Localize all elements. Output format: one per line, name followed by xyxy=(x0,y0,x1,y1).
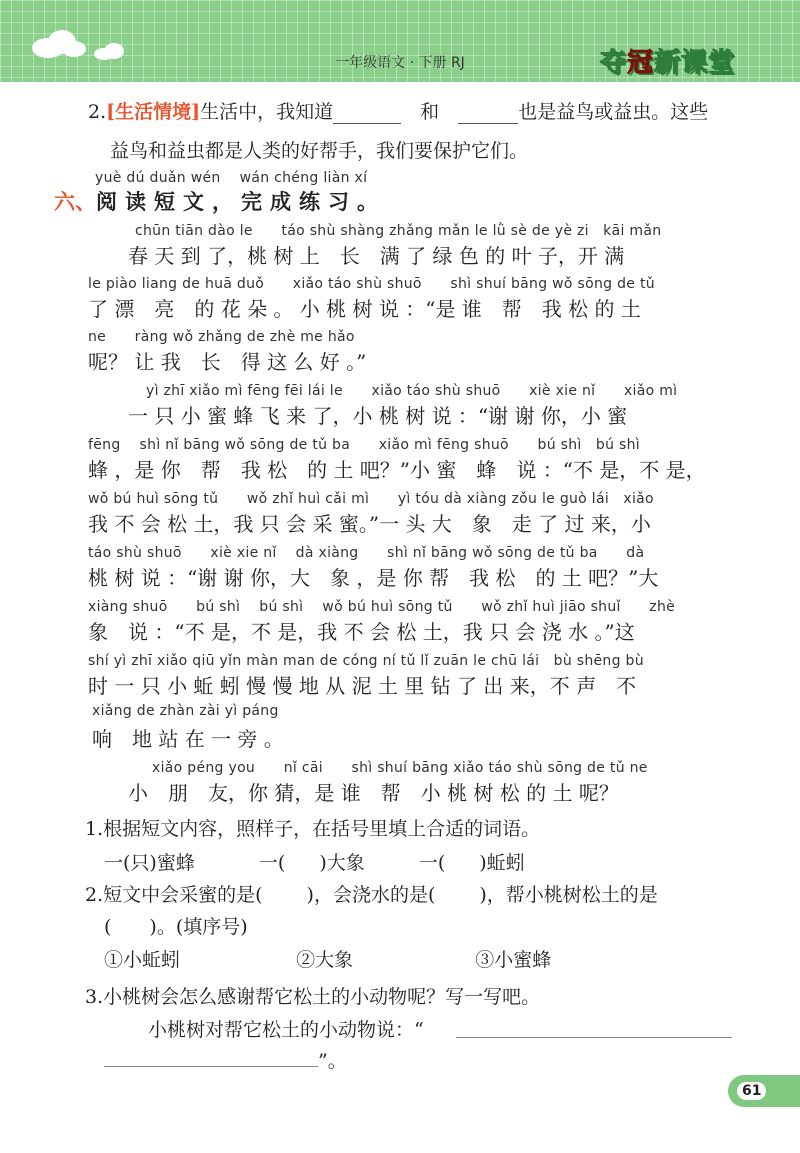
question-1: 1.根据短文内容，照样子，在括号里填上合适的词语。 xyxy=(85,818,541,840)
prev-question-2 xyxy=(88,97,708,124)
choice-2: ②大象 xyxy=(296,949,354,971)
question-3-prompt: 小桃树对帮它松土的小动物说：“ xyxy=(148,1019,424,1041)
text-line: 一 只 小 蜜 蜂 飞 来 了，小 桃 树 说 ：“谢 谢 你，小 蜜 xyxy=(88,404,628,428)
bracket-close: )大象 xyxy=(319,852,365,874)
logo-accent: 冠 xyxy=(627,48,655,78)
bracket-open: 一( xyxy=(418,852,446,874)
section-pinyin: yuè dú duǎn wén wán chéng liàn xí xyxy=(95,170,368,186)
pinyin-line: fēng shì nǐ bāng wǒ sōng de tǔ ba xiǎo mì fēng shuō bú shì bú shì xyxy=(88,437,640,453)
page-header xyxy=(0,0,800,82)
question-text: 也是益鸟或益虫。这些 xyxy=(518,101,709,123)
pinyin-line: xiǎng de zhàn zài yì páng xyxy=(92,703,279,719)
question-text: )，会浇水的是( xyxy=(306,884,436,906)
question-text: 和 xyxy=(420,101,440,123)
bracket-close: )蚯蚓 xyxy=(479,852,525,874)
text-line: 了 漂 亮 的 花 朵 。 小 桃 树 说 ：“是 谁 帮 我 松 的 土 xyxy=(88,297,641,321)
text-line: 桃 树 说 ：“谢 谢 你，大 象 ，是 你 帮 我 松 的 土 吧？”大 xyxy=(88,566,659,590)
choice-3: ③小蜜蜂 xyxy=(475,949,552,971)
text-line: 象 说 ：“不 是，不 是，我 不 会 松 土，我 只 会 浇 水 。”这 xyxy=(88,620,635,644)
pinyin-line: le piào liang de huā duǒ xiǎo táo shù shuō shì shuí bāng wǒ sōng de tǔ xyxy=(88,276,655,292)
text-line: 呢？ 让 我 长 得 这 么 好 。” xyxy=(88,350,367,374)
question-2 xyxy=(85,880,658,907)
text-line: 蜂 ，是 你 帮 我 松 的 土 吧？”小 蜜 蜂 说 ：“不 是，不 是， xyxy=(88,458,706,482)
question-text: )，帮小桃树松土的是 xyxy=(479,884,658,906)
bracket-open: 一( xyxy=(258,852,286,874)
text-line: 春 天 到 了，桃 树 上 长 满 了 绿 色 的 叶 子，开 满 xyxy=(88,244,625,268)
pinyin-line: xiǎo péng you nǐ cāi shì shuí bāng xiǎo táo shù sōng de tǔ ne xyxy=(152,760,648,776)
example-answer: 一(只)蜜蜂 xyxy=(104,852,195,874)
page-number: 61 xyxy=(737,1082,766,1100)
text-line: 时 一 只 小 蚯 蚓 慢 慢 地 从 泥 土 里 钻 了 出 来，不 声 不 xyxy=(88,674,637,698)
pinyin-line: xiàng shuō bú shì bú shì wǒ bú huì sōng tǔ wǒ zhǐ huì jiāo shuǐ zhè xyxy=(88,599,676,615)
pinyin-line: táo shù shuō xiè xie nǐ dà xiàng shì nǐ bāng wǒ sōng de tǔ ba dà xyxy=(88,545,645,561)
text-line: 响 地 站 在 一 旁 。 xyxy=(92,727,284,751)
text-line: 我 不 会 松 土，我 只 会 采 蜜。”一 头 大 象 走 了 过 来，小 xyxy=(88,512,651,536)
book-title: 一年级语文 · 下册 RJ xyxy=(335,55,465,71)
question-3: 3.小桃树会怎么感谢帮它松土的小动物呢？写一写吧。 xyxy=(85,986,541,1008)
answer-line-1[interactable] xyxy=(456,1037,732,1038)
page-number-tab xyxy=(728,1075,800,1107)
question-2-line2: ( )。(填序号) xyxy=(104,916,248,938)
pinyin-line: ne ràng wǒ zhǎng de zhè me hǎo xyxy=(88,329,355,345)
blank-1[interactable] xyxy=(333,123,401,124)
answer-line-2[interactable] xyxy=(104,1066,318,1067)
brand-logo: 夺冠新课堂 xyxy=(600,48,736,78)
question-text: 生活中，我知道 xyxy=(200,101,334,123)
section-title: 阅读短文，完成练习。 xyxy=(96,189,386,214)
question-2-choices xyxy=(104,945,551,972)
choice-1: ①小蚯蚓 xyxy=(104,949,181,971)
context-tag: [生活情境] xyxy=(106,101,201,123)
blank-2[interactable] xyxy=(458,123,518,124)
question-3-end: ”。 xyxy=(318,1050,347,1072)
section-number: 六、 xyxy=(54,189,96,214)
pinyin-line: shí yì zhī xiǎo qiū yǐn màn man de cóng ní tǔ lǐ zuān le chū lái bù shēng bù xyxy=(88,653,644,669)
text-line: 小 朋 友，你 猜，是 谁 帮 小 桃 树 松 的 土 呢？ xyxy=(88,781,619,805)
question-text: 2.短文中会采蜜的是( xyxy=(85,884,263,906)
pinyin-line: chūn tiān dào le táo shù shàng zhǎng mǎn le lǜ sè de yè zi kāi mǎn xyxy=(135,223,662,239)
question-1-options xyxy=(104,848,525,875)
pinyin-line: yì zhī xiǎo mì fēng fēi lái le xiǎo táo shù shuō xiè xie nǐ xiǎo mì xyxy=(146,383,678,399)
question-number: 2. xyxy=(88,101,107,123)
prev-question-2-line2: 益鸟和益虫都是人类的好帮手，我们要保护它们。 xyxy=(110,140,529,162)
section-heading xyxy=(54,186,386,216)
pinyin-line: wǒ bú huì sōng tǔ wǒ zhǐ huì cǎi mì yì tóu dà xiàng zǒu le guò lái xiǎo xyxy=(88,491,654,507)
